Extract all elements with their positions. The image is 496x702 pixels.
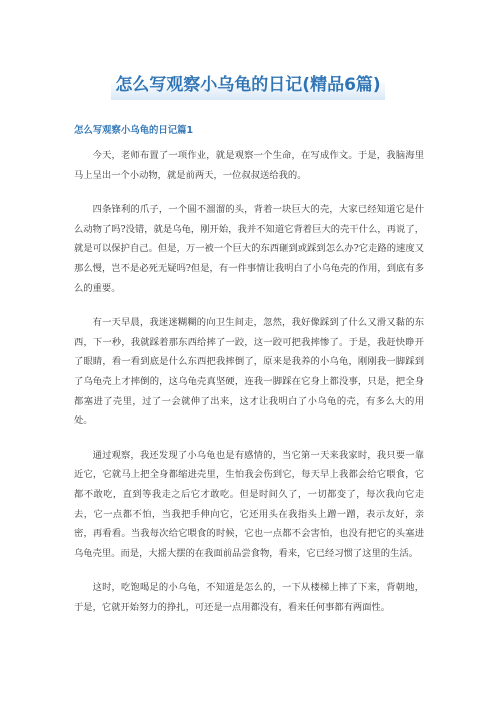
paragraph-4: 通过观察，我还发现了小乌龟也是有感情的，当它第一天来我家时，我只要一靠近它，它就马上把全身都缩进壳里，生怕我会伤到它，每天早上我都会给它喂食，它都不敢吃，直到等我走之后它才敢吃。但是时间久了，一切都变了，每次我向它走去，它一点都不怕，当我把手伸向它，它还用头在我指头上蹭一蹭，表示友好，亲密，再看看。当我每次给它喂食的时候，它也一点都不会害怕，也没有把它的头塞进乌龟壳里。而是，大摇大摆的在我面前品尝食物，看来，它已经习惯了这里的生活。 xyxy=(74,449,424,559)
document-title: 怎么写观察小乌龟的日记(精品6篇) xyxy=(111,70,384,100)
paragraph-3: 有一天早晨，我迷迷糊糊的向卫生间走，忽然，我好像踩到了什么又滑又黏的东西，下一秒，我就踩着那东西给摔了一跤，这一跤可把我摔惨了。于是，我赶快睁开了眼睛，看一看到底是什么东西把我摔倒了，原来是我养的小乌龟，刚刚我一脚踩到了乌龟壳上才摔倒的，这乌龟壳真坚硬，连我一脚踩在它身上都没事，只是，把全身都塞进了壳里，过了一会就伸了出来，这才让我明白了小乌龟的壳，有多么大的用处。 xyxy=(74,317,424,427)
body-text xyxy=(74,146,424,632)
paragraph-2: 四条锋利的爪子，一个圆不溜溜的头，背着一块巨大的壳，大家已经知道它是什么动物了吗?没错，就是乌龟，刚开始，我并不知道它背着巨大的壳干什么，再说了，就是可以保护自己。但是，万一被一个巨大的东西砸到或踩到怎么办?它走路的速度又那么慢，岂不是必死无疑吗?但是，有一件事情让我明白了小乌龟壳的作用，到底有多么的重要。 xyxy=(74,204,424,294)
title-container xyxy=(0,70,496,100)
paragraph-1: 今天，老师布置了一项作业，就是观察一个生命，在写成作文。于是，我脑海里马上呈出一个小动物，就是前两天，一位叔叔送给我的。 xyxy=(74,150,424,181)
section-heading: 怎么写观察小乌龟的日记篇1 xyxy=(74,125,194,136)
paragraph-5: 这时，吃饱喝足的小乌龟，不知道是怎么的，一下从楼梯上摔了下来，背朝地，于是，它就开始努力的挣扎，可还是一点用都没有，看来任何事都有两面性。 xyxy=(74,582,424,613)
